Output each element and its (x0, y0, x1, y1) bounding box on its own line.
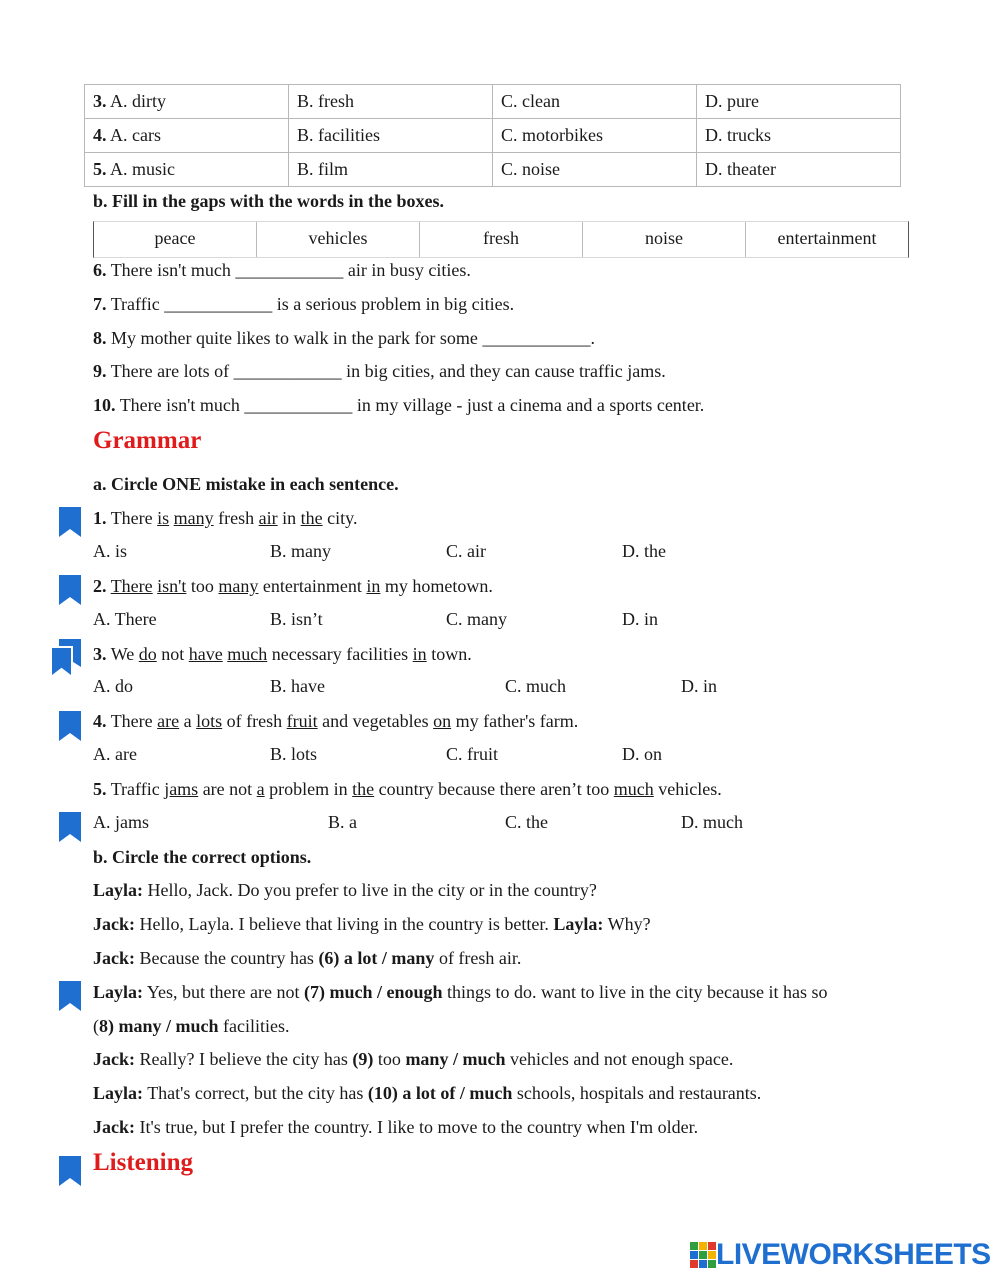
option[interactable]: B. lots (270, 744, 318, 764)
option[interactable]: D. in (622, 609, 658, 629)
table-row: 5. A. music B. film C. noise D. theater (85, 153, 901, 187)
gap-question-10: 10. There isn't much ____________ in my village - just a cinema and a sports center. (93, 395, 705, 415)
word-box-item: fresh (420, 222, 583, 257)
grammar-question-5: 5. Traffic jams are not a problem in the country because there aren’t too much vehicles. (93, 779, 722, 799)
option[interactable]: B. many (270, 541, 331, 561)
grammar-question-2: 2. There isn't too many entertainment in my hometown. (93, 576, 493, 596)
dialogue-line: Layla: Yes, but there are not (7) much / enough things to do. want to live in the city because it has so (93, 982, 828, 1002)
grammar-part-a-instruction: a. Circle ONE mistake in each sentence. (93, 474, 399, 494)
table-row: 4. A. cars B. facilities C. motorbikes D. trucks (85, 119, 901, 153)
gap-question-7: 7. Traffic ____________ is a serious problem in big cities. (93, 294, 515, 314)
word-box-item: entertainment (777, 228, 877, 248)
bookmark-icon[interactable] (59, 711, 81, 741)
option[interactable]: B. a (328, 812, 357, 832)
option[interactable]: D. much (681, 812, 743, 832)
word-box-item: peace (94, 222, 257, 257)
gap-question-9: 9. There are lots of ____________ in big cities, and they can cause traffic jams. (93, 361, 666, 381)
bookmark-icon[interactable] (59, 1156, 81, 1186)
option[interactable]: D. in (681, 676, 717, 696)
choice-option[interactable]: (7) much / enough (304, 982, 443, 1002)
liveworksheets-logo (690, 1238, 991, 1272)
dialogue-line: Jack: Because the country has (6) a lot / many of fresh air. (93, 948, 522, 968)
choice-option[interactable]: many / much (405, 1049, 506, 1069)
gap-question-6: 6. There isn't much ____________ air in busy cities. (93, 260, 471, 280)
bookmark-icon[interactable] (59, 575, 81, 605)
option[interactable]: C. many (446, 609, 507, 629)
grammar-question-4: 4. There are a lots of fresh fruit and vegetables on my father's farm. (93, 711, 579, 731)
fill-gaps-instruction: b. Fill in the gaps with the words in the boxes. (93, 191, 445, 211)
choice-option[interactable]: (6) a lot / many (318, 948, 435, 968)
option[interactable]: C. the (505, 812, 548, 832)
bookmark-icon[interactable] (59, 981, 81, 1011)
option[interactable]: A. are (93, 744, 137, 764)
option[interactable]: A. jams (93, 812, 149, 832)
bookmark-icon[interactable] (59, 812, 81, 842)
vocab-options-table (84, 84, 901, 187)
grammar-heading: Grammar (93, 427, 202, 454)
gap-blank[interactable]: ____________ (244, 395, 353, 415)
option[interactable]: A. is (93, 541, 128, 561)
word-box (93, 221, 909, 258)
option[interactable]: D. the (622, 541, 666, 561)
gap-blank[interactable]: ____________ (233, 361, 342, 381)
dialogue-line: Layla: Hello, Jack. Do you prefer to live in the city or in the country? (93, 880, 597, 900)
option[interactable]: B. isn’t (270, 609, 323, 629)
gap-blank[interactable]: ____________ (235, 260, 344, 280)
choice-option[interactable]: 8) many / much (99, 1016, 219, 1036)
gap-blank[interactable]: ____________ (482, 328, 591, 348)
grammar-question-1: 1. There is many fresh air in the city. (93, 508, 358, 528)
option[interactable]: A. There (93, 609, 157, 629)
dialogue-line: Jack: Really? I believe the city has (9) too many / much vehicles and not enough space. (93, 1049, 734, 1069)
gap-question-8: 8. My mother quite likes to walk in the park for some ____________. (93, 328, 595, 348)
grammar-question-3: 3. We do not have much necessary facilities in town. (93, 644, 472, 664)
word-box-item: vehicles (257, 222, 420, 257)
option[interactable]: C. fruit (446, 744, 498, 764)
option[interactable]: C. much (505, 676, 566, 696)
option[interactable]: D. on (622, 744, 662, 764)
table-row: 3. A. dirty B. fresh C. clean D. pure (85, 85, 901, 119)
word-box-item: noise (583, 222, 746, 257)
brand-name: LIVEWORKSHEETS (716, 1238, 991, 1271)
listening-heading: Listening (93, 1149, 194, 1176)
dialogue-line: Jack: Hello, Layla. I believe that living in the country is better. Layla: Why? (93, 914, 651, 934)
option[interactable]: B. have (270, 676, 325, 696)
dialogue-line: Jack: It's true, but I prefer the country. I like to move to the country when I'm older. (93, 1117, 699, 1137)
dialogue-line: Layla: That's correct, but the city has (10) a lot of / much schools, hospitals and restaurants. (93, 1083, 762, 1103)
option[interactable]: C. air (446, 541, 486, 561)
dialogue-line: (8) many / much facilities. (93, 1016, 290, 1036)
bookmark-icon[interactable] (59, 507, 81, 537)
gap-blank[interactable]: ____________ (164, 294, 273, 314)
logo-blocks-icon (690, 1242, 716, 1268)
option[interactable]: A. do (93, 676, 133, 696)
grammar-part-b-instruction: b. Circle the correct options. (93, 847, 312, 867)
choice-option[interactable]: (10) a lot of / much (367, 1083, 513, 1103)
bookmarks-icon[interactable] (50, 639, 82, 677)
